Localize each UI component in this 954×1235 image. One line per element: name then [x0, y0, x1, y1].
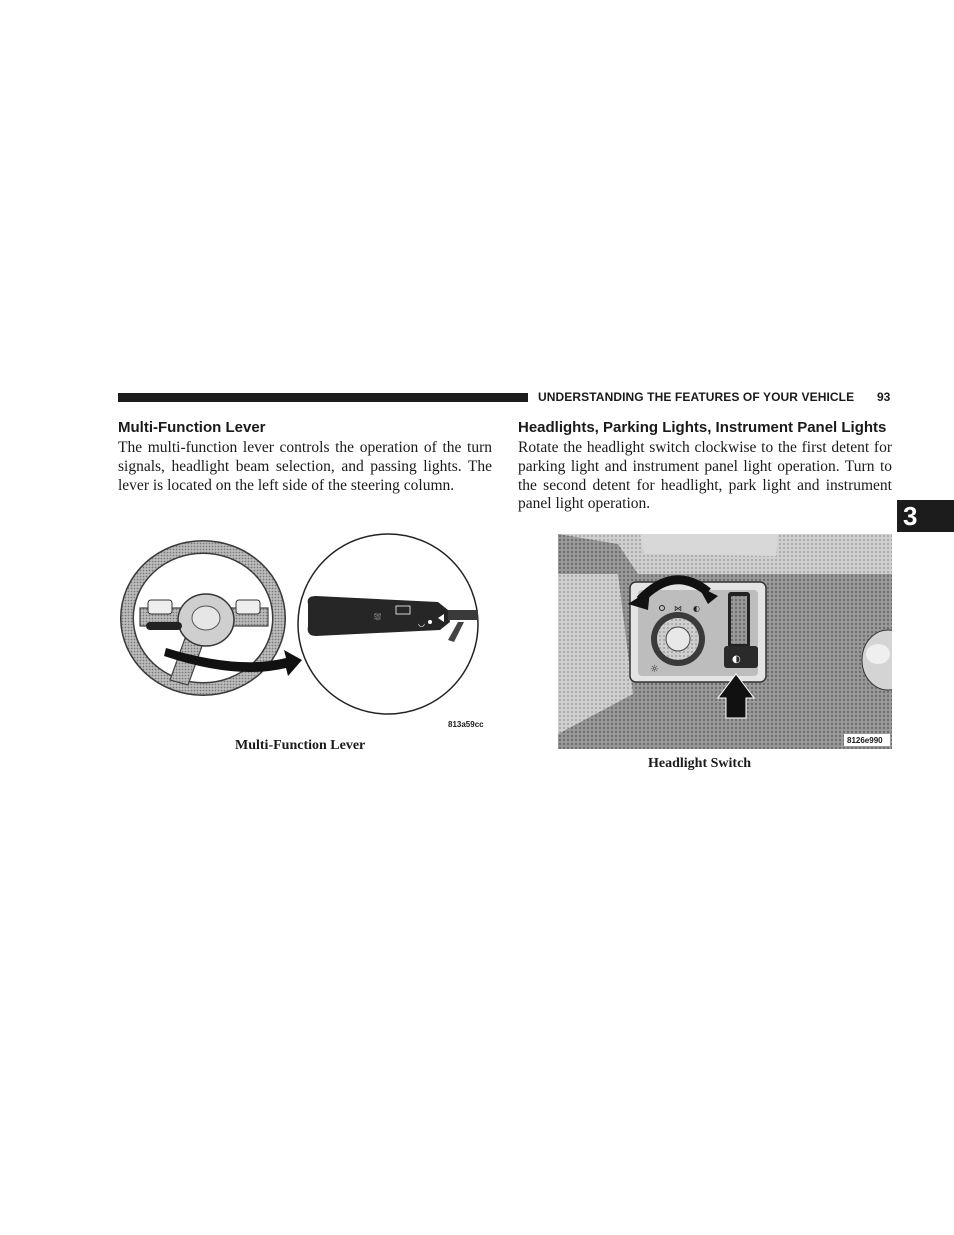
headlight-switch-illustration: [558, 534, 892, 749]
figure-code-right: 8126e990: [847, 736, 883, 745]
right-column: [518, 418, 892, 514]
svg-text:⛆: ⛆: [374, 613, 382, 623]
figure-caption-headlight-switch: Headlight Switch: [648, 756, 752, 771]
svg-text:◡: ◡: [418, 619, 425, 628]
section-body-headlights: Rotate the headlight switch clockwise to the first detent for parking light and instrument panel light operation. Turn to the second detent for headlight, park light and instrument panel light operation.: [518, 439, 892, 513]
multi-function-lever-illustration: [118, 530, 494, 738]
svg-text:☼: ☼: [650, 664, 659, 675]
left-column: [118, 418, 492, 495]
svg-text:◐: ◐: [693, 604, 700, 613]
chapter-tab-label: 3: [903, 501, 918, 531]
running-header-title: UNDERSTANDING THE FEATURES OF YOUR VEHICLE: [538, 390, 855, 404]
section-heading-multi-function-lever: Multi-Function Lever: [118, 419, 266, 436]
chapter-tab: [897, 500, 954, 532]
svg-text:⋈: ⋈: [674, 604, 682, 613]
section-heading-headlights: Headlights, Parking Lights, Instrument Panel Lights: [518, 419, 887, 436]
header-rule-bar: [118, 393, 528, 402]
figure-code-left: 813a59cc: [448, 720, 484, 729]
page-number: 93: [877, 390, 891, 404]
figure-caption-multi-function-lever: Multi-Function Lever: [235, 738, 366, 753]
section-body-multi-function-lever: The multi-function lever controls the operation of the turn signals, headlight beam selection, and passing lights. The lever is located on the left side of the steering column.: [118, 439, 492, 494]
svg-text:◐: ◐: [732, 654, 741, 665]
